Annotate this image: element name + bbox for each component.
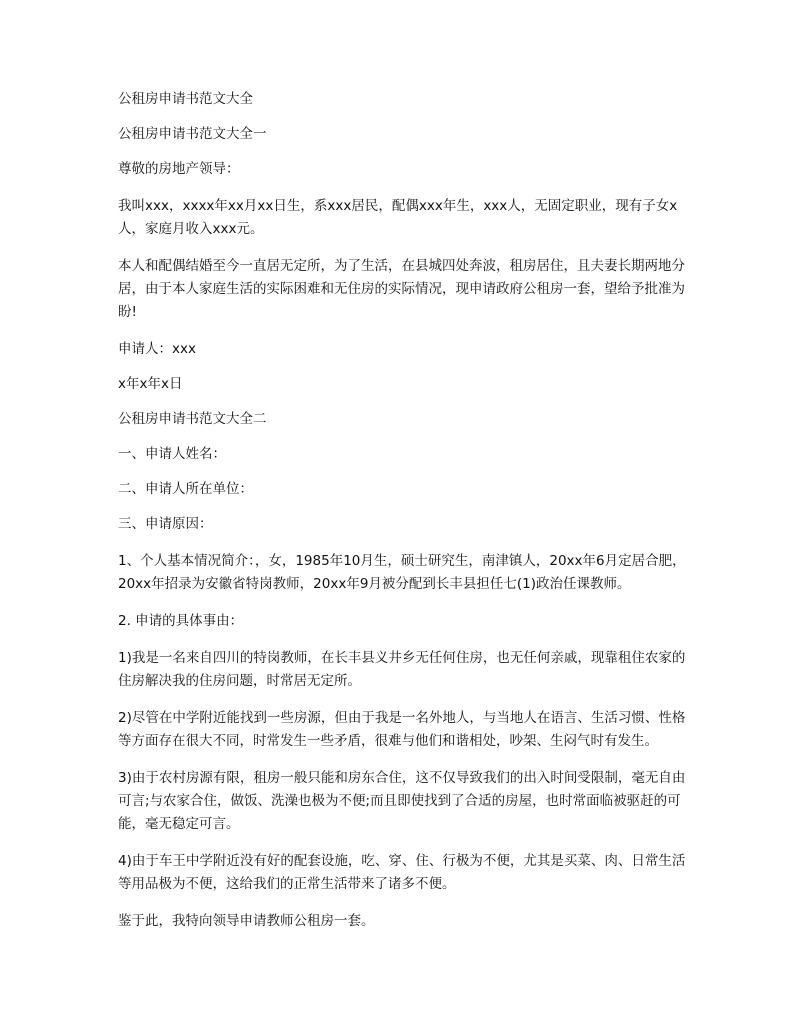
section-heading-1: 公租房申请书范文大全一 <box>118 126 267 142</box>
document-title: 公租房申请书范文大全 <box>118 91 253 107</box>
reason-item-1: 1)我是一名来自四川的特岗教师，在长丰县义井乡无任何住房，也无任何亲戚，现靠租住农家的住房解决我的住房问题，时常居无定所。 <box>118 650 686 689</box>
field-applicant-name: 一、申请人姓名： <box>118 446 226 462</box>
subheading-specific-reasons: 2. 申请的具体事由： <box>118 613 244 629</box>
field-reason: 三、申请原因： <box>118 516 213 532</box>
date-line: x年x年x日 <box>118 376 183 392</box>
document-body <box>118 88 688 933</box>
signature-line: 申请人：xxx <box>118 341 196 357</box>
section-heading-2: 公租房申请书范文大全二 <box>118 411 267 427</box>
salutation: 尊敬的房地产领导： <box>118 161 240 177</box>
reason-item-2: 2)尽管在中学附近能找到一些房源，但由于我是一名外地人，与当地人在语言、生活习惯、性格等方面存在很大不同，时常发生一些矛盾，很难与他们和谐相处，吵架、生闷气时有发生。 <box>118 710 686 749</box>
closing-statement: 鉴于此，我特向领导申请教师公租房一套。 <box>118 913 375 929</box>
reason-item-3: 3)由于农村房源有限，租房一般只能和房东合住，这不仅导致我们的出入时间受限制，毫无自由可言;与农家合住，做饭、洗澡也极为不便;而且即使找到了合适的房屋，也时常面临被驱赶的可能，毫无稳定可言。 <box>118 770 686 832</box>
paragraph-request: 本人和配偶结婚至今一直居无定所，为了生活，在县城四处奔波，租房居住，且夫妻长期两地分居，由于本人家庭生活的实际困难和无住房的实际情况，现申请政府公租房一套，望给予批准为盼! <box>118 258 685 320</box>
paragraph-basic-info: 1、个人基本情况简介：，女，1985年10月生，硕士研究生，南津镇人，20xx年6月定居合肥，20xx年招录为安徽省特岗教师，20xx年9月被分配到长丰县担任七(1)政治任课教师。 <box>118 553 686 592</box>
reason-item-4: 4)由于车王中学附近没有好的配套设施，吃、穿、住、行极为不便，尤其是买菜、肉、日常生活等用品极为不便，这给我们的正常生活带来了诸多不便。 <box>118 853 686 892</box>
field-applicant-unit: 二、申请人所在单位： <box>118 481 253 497</box>
paragraph-applicant-info: 我叫xxx，xxxx年xx月xx日生，系xxx居民，配偶xxx年生，xxx人，无固定职业，现有子女x人，家庭月收入xxx元。 <box>118 198 678 237</box>
